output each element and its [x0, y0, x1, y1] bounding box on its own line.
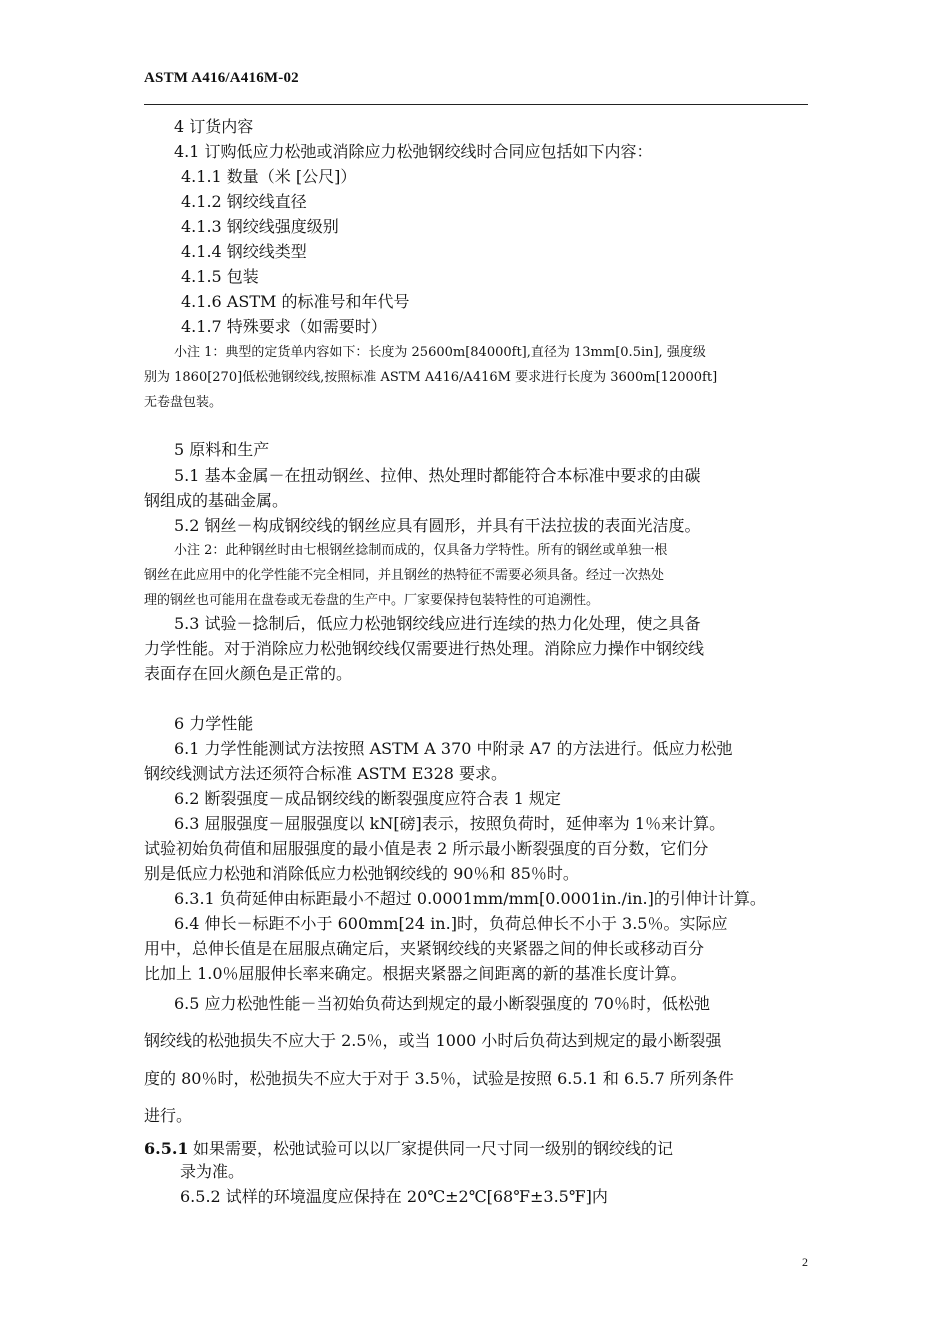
- paragraph-5-3-line-2: 力学性能。对于消除应力松弛钢绞线仅需要进行热处理。消除应力操作中钢绞线: [144, 639, 705, 658]
- list-item-4-1-4: 4.1.4 钢绞线类型: [181, 242, 307, 261]
- paragraph-6-5-1-line-1: 如果需要，松弛试验可以以厂家提供同一尺寸同一级别的钢绞线的记: [193, 1139, 674, 1158]
- note-2-line-1: 小注 2：此种钢丝时由七根钢丝捻制而成的，仅具备力学特性。所有的钢丝或单独一根: [174, 543, 668, 558]
- page-number: 2: [802, 1255, 808, 1269]
- section-5-heading: 5 原料和生产: [174, 440, 270, 459]
- list-item-4-1-5: 4.1.5 包装: [181, 267, 259, 286]
- note-2-line-2: 钢丝在此应用中的化学性能不完全相同，并且钢丝的热特征不需要必须具备。经过一次热处: [144, 568, 665, 583]
- paragraph-6-3-1: 6.3.1 负荷延伸由标距最小不超过 0.0001mm/mm[0.0001in./in.]的引伸计计算。: [174, 889, 766, 908]
- list-item-4-1-3: 4.1.3 钢绞线强度级别: [181, 217, 339, 236]
- paragraph-6-5-1-line-2: 录为准。: [180, 1162, 245, 1181]
- paragraph-5-3-line-1: 5.3 试验－捻制后，低应力松弛钢绞线应进行连续的热力化处理，使之具备: [174, 614, 701, 633]
- list-item-4-1-1: 4.1.1 数量（米 [公尺]）: [181, 167, 357, 186]
- paragraph-6-3-line-3: 别是低应力松弛和消除低应力松弛钢绞线的 90％和 85％时。: [144, 864, 579, 883]
- clause-6-5-1-number: 6.5.1: [144, 1139, 189, 1158]
- note-1-line-2: 别为 1860[270]低松弛钢绞线,按照标准 ASTM A416/A416M 要求进行长度为 3600m[12000ft]: [144, 370, 718, 385]
- paragraph-6-1-line-2: 钢绞线测试方法还须符合标准 ASTM E328 要求。: [144, 764, 508, 783]
- section-6-heading: 6 力学性能: [174, 714, 254, 733]
- paragraph-6-4-line-2: 用中，总伸长值是在屈服点确定后，夹紧钢绞线的夹紧器之间的伸长或移动百分: [144, 939, 705, 958]
- list-item-4-1-6: 4.1.6 ASTM 的标准号和年代号: [181, 292, 410, 311]
- paragraph-6-3-line-1: 6.3 屈服强度－屈服强度以 kN[磅]表示，按照负荷时，延伸率为 1％来计算。: [174, 814, 726, 833]
- paragraph-6-5-line-1: 6.5 应力松弛性能－当初始负荷达到规定的最小断裂强度的 70％时，低松弛: [174, 994, 710, 1013]
- paragraph-5-1-line-1: 5.1 基本金属－在扭动钢丝、拉伸、热处理时都能符合本标准中要求的由碳: [174, 466, 701, 485]
- paragraph-6-4-line-1: 6.4 伸长－标距不小于 600mm[24 in.]时，负荷总伸长不小于 3.5％。实际应: [174, 914, 728, 933]
- note-1-line-3: 无卷盘包装。: [144, 395, 223, 410]
- paragraph-6-2: 6.2 断裂强度－成品钢绞线的断裂强度应符合表 1 规定: [174, 789, 561, 808]
- paragraph-6-5-line-4: 进行。: [144, 1106, 193, 1125]
- list-item-4-1-7: 4.1.7 特殊要求（如需要时）: [181, 317, 387, 336]
- document-header-title: ASTM A416/A416M-02: [144, 70, 299, 86]
- list-item-4-1-2: 4.1.2 钢绞线直径: [181, 192, 307, 211]
- note-2-line-3: 理的钢丝也可能用在盘卷或无卷盘的生产中。厂家要保持包装特性的可追溯性。: [144, 593, 600, 608]
- paragraph-6-5-line-3: 度的 80％时，松弛损失不应大于对于 3.5％，试验是按照 6.5.1 和 6.5.7 所列条件: [144, 1069, 734, 1088]
- paragraph-6-3-line-2: 试验初始负荷值和屈服强度的最小值是表 2 所示最小断裂强度的百分数，它们分: [144, 839, 709, 858]
- section-4-heading: 4 订货内容: [174, 117, 254, 136]
- paragraph-6-5-2: 6.5.2 试样的环境温度应保持在 20℃±2℃[68℉±3.5℉]内: [180, 1187, 608, 1206]
- paragraph-5-1-line-2: 钢组成的基础金属。: [144, 491, 289, 510]
- paragraph-5-2: 5.2 钢丝－构成钢绞线的钢丝应具有圆形，并具有干法拉拔的表面光洁度。: [174, 516, 701, 535]
- paragraph-4-1: 4.1 订购低应力松弛或消除应力松弛钢绞线时合同应包括如下内容：: [174, 142, 653, 161]
- note-1-line-1: 小注 1：典型的定货单内容如下：长度为 25600m[84000ft],直径为 13mm[0.5in], 强度级: [174, 345, 706, 360]
- paragraph-6-1-line-1: 6.1 力学性能测试方法按照 ASTM A 370 中附录 A7 的方法进行。低应力松弛: [174, 739, 733, 758]
- paragraph-6-5-line-2: 钢绞线的松弛损失不应大于 2.5％，或当 1000 小时后负荷达到规定的最小断裂强: [144, 1031, 722, 1050]
- paragraph-6-4-line-3: 比加上 1.0％屈服伸长率来确定。根据夹紧器之间距离的新的基准长度计算。: [144, 964, 687, 983]
- header-divider: [144, 104, 808, 105]
- paragraph-5-3-line-3: 表面存在回火颜色是正常的。: [144, 664, 353, 683]
